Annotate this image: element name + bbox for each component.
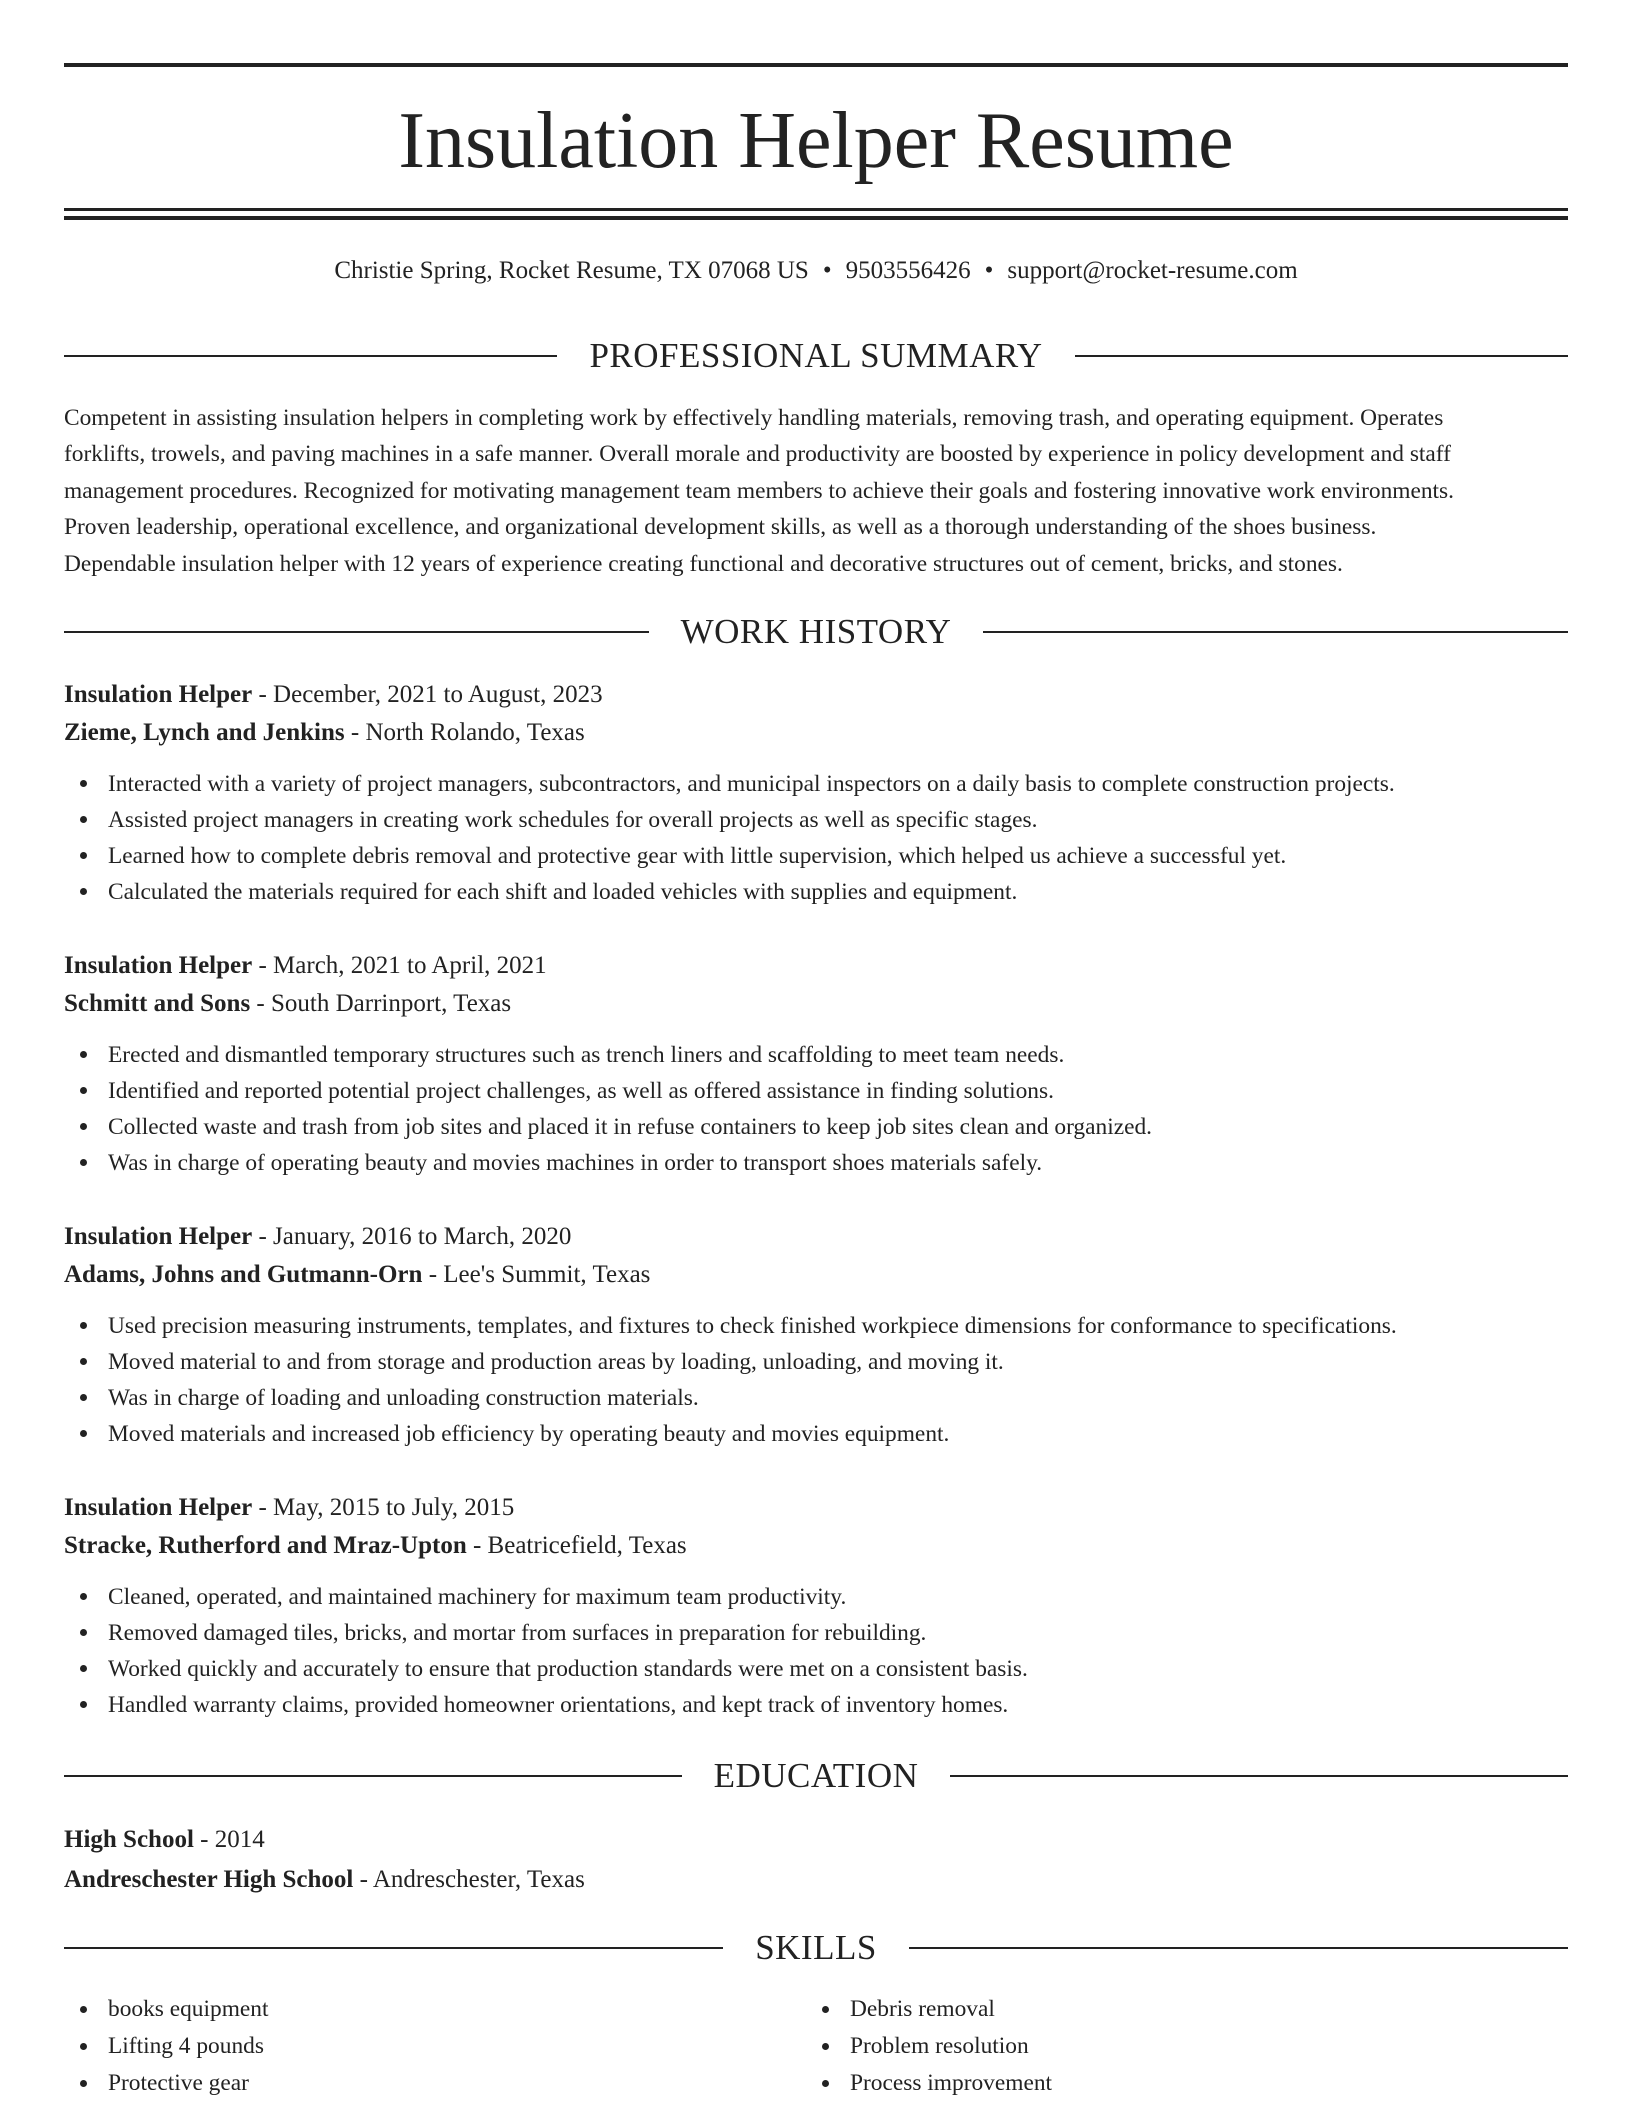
section-rule-right [983, 631, 1568, 633]
job-bullet: Moved material to and from storage and production areas by loading, unloading, and moving it. [64, 1344, 1568, 1380]
section-header-work [64, 610, 1568, 654]
summary-line: management procedures. Recognized for motivating management team members to achieve their goals and fostering innovative work environments. [64, 477, 1454, 504]
bullet-dot-icon [80, 2043, 87, 2050]
job-bullet: Handled warranty claims, provided homeowner orientations, and kept track of inventory homes. [64, 1687, 1568, 1723]
bullet-dot-icon [80, 1629, 87, 1636]
job-entry [64, 1489, 1568, 1723]
job-bullet: Was in charge of loading and unloading construction materials. [64, 1380, 1568, 1416]
job-bullet: Erected and dismantled temporary structures such as trench liners and scaffolding to meet team needs. [64, 1037, 1568, 1073]
job-location: - Lee's Summit, Texas [422, 1261, 651, 1288]
bullet-dot-icon [80, 1358, 87, 1365]
contact-separator: • [984, 257, 994, 284]
job-title: Insulation Helper [64, 952, 253, 979]
bullet-dot-icon [80, 1701, 87, 1708]
job-company: Zieme, Lynch and Jenkins [64, 719, 345, 746]
bullet-dot-icon [80, 2080, 87, 2087]
job-location: - South Darrinport, Texas [250, 990, 512, 1017]
section-rule-left [64, 1775, 682, 1777]
education-year: - 2014 [193, 1826, 265, 1853]
bullet-dot-icon [80, 1087, 87, 1094]
job-bullet: Worked quickly and accurately to ensure that production standards were met on a consistent basis. [64, 1651, 1568, 1687]
contact-email: support@rocket-resume.com [1007, 257, 1298, 284]
section-rule-left [64, 355, 557, 357]
bullet-dot-icon [80, 1123, 87, 1130]
title-bottom-rule-upper [64, 208, 1568, 211]
contact-separator: • [822, 257, 832, 284]
bullet-dot-icon [80, 1051, 87, 1058]
education-school: Andreschester High School [64, 1866, 354, 1893]
bullet-dot-icon [80, 1430, 87, 1437]
job-title: Insulation Helper [64, 1223, 253, 1250]
section-rule-right [950, 1775, 1568, 1777]
bullet-dot-icon [822, 2043, 829, 2050]
section-rule-left [64, 631, 649, 633]
job-bullet: Interacted with a variety of project managers, subcontractors, and municipal inspectors on a daily basis to complete construction projects. [64, 766, 1568, 802]
summary-line: Dependable insulation helper with 12 years of experience creating functional and decorative structures out of cement, bricks, and stones. [64, 550, 1343, 577]
section-title-summary: PROFESSIONAL SUMMARY [589, 336, 1043, 375]
bullet-dot-icon [80, 1394, 87, 1401]
job-bullets [64, 1308, 1568, 1452]
bullet-dot-icon [80, 1159, 87, 1166]
bullet-dot-icon [822, 2080, 829, 2087]
skill-item: Debris removal [806, 1991, 1548, 2028]
job-entry [64, 676, 1568, 910]
education-degree: High School [64, 1826, 194, 1853]
job-bullets [64, 1579, 1568, 1723]
job-bullet: Moved materials and increased job efficiency by operating beauty and movies equipment. [64, 1416, 1568, 1452]
section-rule-right [909, 1947, 1568, 1949]
title-top-rule [64, 63, 1568, 67]
job-bullet: Was in charge of operating beauty and movies machines in order to transport shoes materials safely. [64, 1145, 1568, 1181]
contact-phone: 9503556426 [845, 257, 971, 284]
job-dates: - March, 2021 to April, 2021 [252, 952, 547, 979]
job-dates: - May, 2015 to July, 2015 [252, 1494, 515, 1521]
bullet-dot-icon [80, 1665, 87, 1672]
section-title-education: EDUCATION [713, 1756, 919, 1795]
contact-line [64, 253, 1568, 289]
title-bottom-rule-lower [64, 216, 1568, 220]
job-entry [64, 947, 1568, 1181]
skill-item: Lifting 4 pounds [64, 2028, 806, 2065]
bullet-dot-icon [80, 816, 87, 823]
section-header-skills [64, 1926, 1568, 1970]
section-header-education [64, 1754, 1568, 1798]
job-bullets [64, 1037, 1568, 1181]
section-title-skills: SKILLS [755, 1928, 877, 1967]
bullet-dot-icon [80, 780, 87, 787]
skills-column-left [64, 1991, 806, 2102]
job-bullet: Calculated the materials required for each shift and loaded vehicles with supplies and equipment. [64, 874, 1568, 910]
skills-column-right [806, 1991, 1548, 2102]
contact-address: Christie Spring, Rocket Resume, TX 07068 US [334, 257, 809, 284]
job-company: Stracke, Rutherford and Mraz-Upton [64, 1532, 467, 1559]
job-company: Schmitt and Sons [64, 990, 251, 1017]
summary-line: Proven leadership, operational excellence, and organizational development skills, as well as a thorough understanding of the shoes business. [64, 514, 1377, 541]
education-location: - Andreschester, Texas [353, 1866, 585, 1893]
job-location: - Beatricefield, Texas [466, 1532, 687, 1559]
job-dates: - January, 2016 to March, 2020 [252, 1223, 572, 1250]
job-bullet: Collected waste and trash from job sites and placed it in refuse containers to keep job sites clean and organized. [64, 1109, 1568, 1145]
bullet-dot-icon [80, 2006, 87, 2013]
job-bullets [64, 766, 1568, 910]
job-location: - North Rolando, Texas [344, 719, 585, 746]
bullet-dot-icon [80, 888, 87, 895]
skill-item: books equipment [64, 1991, 806, 2028]
section-header-summary [64, 334, 1568, 378]
job-title: Insulation Helper [64, 681, 253, 708]
section-rule-right [1075, 355, 1568, 357]
education-entry [64, 1820, 1568, 1900]
job-entry [64, 1218, 1568, 1452]
bullet-dot-icon [80, 1593, 87, 1600]
skill-item: Problem resolution [806, 2028, 1548, 2065]
resume-title: Insulation Helper Resume [398, 97, 1234, 185]
job-bullet: Learned how to complete debris removal and protective gear with little supervision, which helped us achieve a successful yet. [64, 838, 1568, 874]
job-bullet: Identified and reported potential project challenges, as well as offered assistance in finding solutions. [64, 1073, 1568, 1109]
skill-item: Process improvement [806, 2065, 1548, 2102]
job-dates: - December, 2021 to August, 2023 [252, 681, 603, 708]
job-bullet: Removed damaged tiles, bricks, and mortar from surfaces in preparation for rebuilding. [64, 1615, 1568, 1651]
job-bullet: Assisted project managers in creating work schedules for overall projects as well as specific stages. [64, 802, 1568, 838]
section-rule-left [64, 1947, 723, 1949]
section-title-work: WORK HISTORY [680, 612, 952, 651]
bullet-dot-icon [822, 2006, 829, 2013]
skill-item: Protective gear [64, 2065, 806, 2102]
job-company: Adams, Johns and Gutmann-Orn [64, 1261, 423, 1288]
professional-summary [64, 400, 1568, 582]
job-title: Insulation Helper [64, 1494, 253, 1521]
bullet-dot-icon [80, 1322, 87, 1329]
job-bullet: Cleaned, operated, and maintained machinery for maximum team productivity. [64, 1579, 1568, 1615]
bullet-dot-icon [80, 852, 87, 859]
summary-line: forklifts, trowels, and paving machines in a safe manner. Overall morale and productivity are boosted by experience in policy development and staff [64, 441, 1451, 468]
skills-list [64, 1991, 1568, 2102]
summary-line: Competent in assisting insulation helpers in completing work by effectively handling materials, removing trash, and operating equipment. Operates [64, 405, 1444, 431]
job-bullet: Used precision measuring instruments, templates, and fixtures to check finished workpiece dimensions for conformance to specifications. [64, 1308, 1568, 1344]
